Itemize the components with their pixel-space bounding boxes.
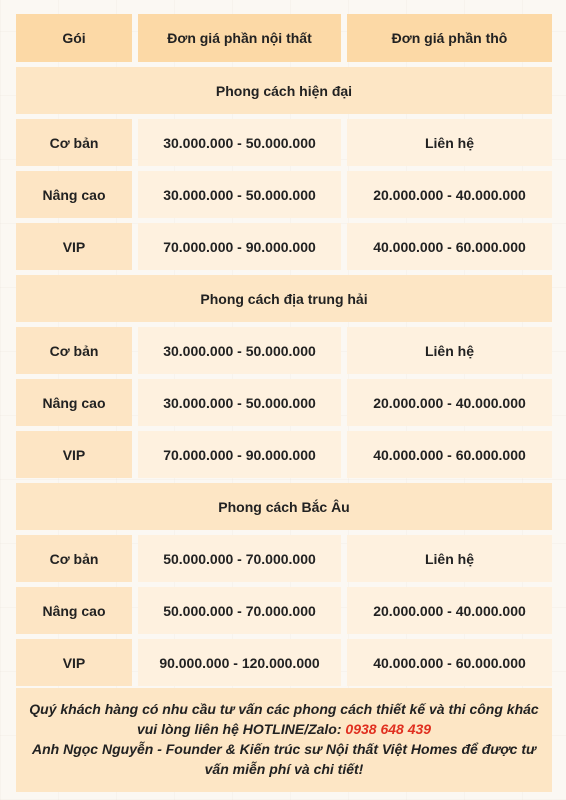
section-title-modern: Phong cách hiện đại: [16, 67, 552, 114]
package-cell: VIP: [16, 639, 132, 686]
package-cell: VIP: [16, 223, 132, 270]
interior-price-cell: 70.000.000 - 90.000.000: [138, 223, 341, 270]
note-text-after: Anh Ngọc Nguyễn - Founder & Kiến trúc sư Nội thất Việt Homes để được tư vấn miễn phí và chi tiết!: [31, 741, 536, 777]
rough-price-cell: 40.000.000 - 60.000.000: [347, 431, 552, 478]
table-header: [16, 14, 552, 62]
interior-price-cell: 90.000.000 - 120.000.000: [138, 639, 341, 686]
rough-price-cell: 40.000.000 - 60.000.000: [347, 639, 552, 686]
package-cell: Cơ bản: [16, 327, 132, 374]
table-row: [16, 379, 552, 426]
interior-price-cell: 70.000.000 - 90.000.000: [138, 431, 341, 478]
table-row: [16, 431, 552, 478]
rough-price-cell: 20.000.000 - 40.000.000: [347, 587, 552, 634]
section-row: [16, 67, 552, 114]
price-table: [16, 14, 552, 691]
interior-price-cell: 30.000.000 - 50.000.000: [138, 379, 341, 426]
header-package: Gói: [16, 14, 132, 62]
table-row: [16, 171, 552, 218]
note-text-before: Quý khách hàng có nhu cầu tư vấn các phong cách thiết kế và thi công khác vui lòng liên hệ HOTLINE/Zalo:: [29, 701, 539, 737]
rough-price-cell: Liên hệ: [347, 119, 552, 166]
interior-price-cell: 50.000.000 - 70.000.000: [138, 587, 341, 634]
table-row: [16, 223, 552, 270]
header-interior-price: Đơn giá phần nội thất: [138, 14, 341, 62]
interior-price-cell: 30.000.000 - 50.000.000: [138, 119, 341, 166]
header-rough-price: Đơn giá phần thô: [347, 14, 552, 62]
package-cell: Nâng cao: [16, 587, 132, 634]
table-row: [16, 639, 552, 686]
rough-price-cell: 20.000.000 - 40.000.000: [347, 379, 552, 426]
package-cell: Cơ bản: [16, 535, 132, 582]
rough-price-cell: 40.000.000 - 60.000.000: [347, 223, 552, 270]
interior-price-cell: 30.000.000 - 50.000.000: [138, 171, 341, 218]
interior-price-cell: 30.000.000 - 50.000.000: [138, 327, 341, 374]
table-row: [16, 587, 552, 634]
section-row: [16, 483, 552, 530]
package-cell: Cơ bản: [16, 119, 132, 166]
table-row: [16, 327, 552, 374]
package-cell: Nâng cao: [16, 171, 132, 218]
rough-price-cell: Liên hệ: [347, 327, 552, 374]
section-title-mediterranean: Phong cách địa trung hải: [16, 275, 552, 322]
package-cell: VIP: [16, 431, 132, 478]
table-row: [16, 535, 552, 582]
section-row: [16, 275, 552, 322]
package-cell: Nâng cao: [16, 379, 132, 426]
rough-price-cell: Liên hệ: [347, 535, 552, 582]
section-title-nordic: Phong cách Bắc Âu: [16, 483, 552, 530]
hotline-number[interactable]: 0938 648 439: [345, 721, 432, 737]
contact-note: [16, 688, 552, 792]
interior-price-cell: 50.000.000 - 70.000.000: [138, 535, 341, 582]
rough-price-cell: 20.000.000 - 40.000.000: [347, 171, 552, 218]
table-row: [16, 119, 552, 166]
